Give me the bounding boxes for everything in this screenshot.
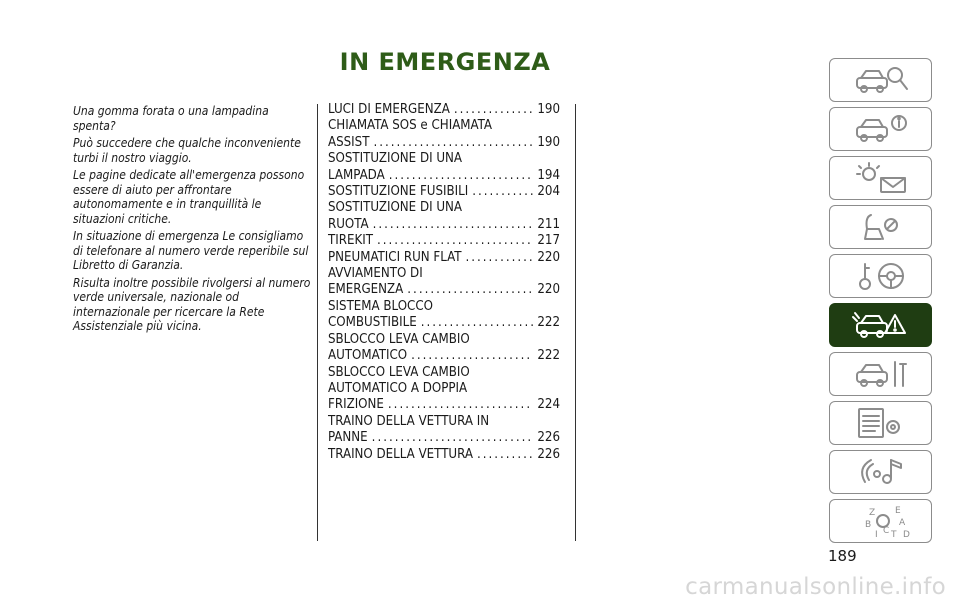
toc-entry-title: TRAINO DELLA VETTURA — [328, 446, 473, 462]
toc-page-number: 222 — [537, 348, 560, 364]
toc-entry-title-line: AVVIAMENTO DI — [328, 266, 423, 282]
toc-leader-dots — [465, 250, 533, 266]
intro-text — [73, 104, 311, 337]
toc-entry-last-line — [328, 315, 560, 331]
chapter-tab[interactable] — [829, 450, 932, 494]
toc-entry-last-line — [328, 168, 560, 184]
alphabetical-index-icon — [849, 503, 913, 539]
chapter-tab[interactable] — [829, 303, 932, 347]
toc-leader-dots — [373, 217, 534, 233]
toc-leader-dots — [372, 430, 534, 446]
car-wrench-icon — [849, 356, 913, 392]
toc-entry-title: RUOTA — [328, 216, 369, 232]
toc-leader-dots — [477, 447, 533, 463]
column-divider-left — [317, 104, 318, 541]
toc-entry-last-line — [328, 135, 560, 151]
warning-light-message-icon — [849, 160, 913, 196]
svg-text:A: A — [898, 518, 905, 528]
toc-entry[interactable] — [328, 233, 560, 249]
toc-leader-dots — [388, 397, 533, 413]
multimedia-icon — [849, 454, 913, 490]
toc-leader-dots — [407, 282, 533, 298]
chapter-tab[interactable] — [829, 205, 932, 249]
toc-entry-title-line: SBLOCCO LEVA CAMBIO — [328, 364, 470, 380]
toc-entry-last-line — [328, 102, 560, 118]
table-of-contents — [328, 102, 560, 463]
toc-entry-title-line: AUTOMATICO A DOPPIA — [328, 380, 468, 396]
chapter-tab[interactable] — [829, 401, 932, 445]
toc-leader-dots — [377, 233, 533, 249]
toc-entry-title-line: TRAINO DELLA VETTURA IN — [328, 413, 490, 429]
spec-sheet-gear-icon — [849, 405, 913, 441]
toc-entry[interactable] — [328, 200, 560, 233]
intro-paragraph: Può succedere che qualche inconveniente turbi il nostro viaggio. — [73, 136, 301, 165]
toc-entry-title: COMBUSTIBILE — [328, 315, 417, 331]
toc-entry[interactable] — [328, 250, 560, 266]
chapter-tab[interactable] — [829, 254, 932, 298]
toc-entry-last-line — [328, 233, 560, 249]
svg-text:B: B — [864, 520, 871, 530]
toc-entry-last-line — [328, 447, 560, 463]
toc-page-number: 226 — [537, 446, 560, 462]
toc-entry-title: AUTOMATICO — [328, 348, 408, 364]
toc-entry-last-line — [328, 184, 560, 200]
toc-page-number: 211 — [537, 216, 560, 232]
toc-entry[interactable] — [328, 447, 560, 463]
intro-paragraph: Risulta inoltre possibile rivolgersi al numero verde universale, nazionale od internazionale per ricercare la Rete Assistenziale più vicina. — [73, 275, 311, 333]
intro-paragraph: Le pagine dedicate all'emergenza possono essere di aiuto per affrontare autonomamente e in tranquillità le situazioni critiche. — [73, 168, 305, 226]
toc-entry-last-line — [328, 282, 560, 298]
toc-entry-title: EMERGENZA — [328, 282, 404, 298]
toc-page-number: 190 — [537, 102, 560, 117]
toc-page-number: 204 — [537, 184, 560, 200]
toc-entry[interactable] — [328, 299, 560, 332]
toc-entry-last-line — [328, 348, 560, 364]
toc-leader-dots — [411, 348, 533, 364]
svg-text:I: I — [874, 530, 878, 539]
toc-page-number: 220 — [537, 282, 560, 298]
toc-entry[interactable] — [328, 332, 560, 365]
toc-leader-dots — [373, 135, 533, 151]
toc-entry[interactable] — [328, 102, 560, 118]
toc-entry-title-line: CHIAMATA SOS e CHIAMATA — [328, 118, 492, 134]
seat-airbag-icon — [849, 209, 913, 245]
toc-page-number: 217 — [537, 233, 560, 249]
car-search-icon — [849, 62, 913, 98]
toc-entry[interactable] — [328, 266, 560, 299]
toc-entry[interactable] — [328, 365, 560, 414]
chapter-tab[interactable] — [829, 107, 932, 151]
svg-text:C: C — [882, 526, 889, 536]
toc-entry-title: PANNE — [328, 430, 368, 446]
toc-entry-title: FRIZIONE — [328, 397, 384, 413]
toc-entry-title: SOSTITUZIONE FUSIBILI — [328, 184, 469, 200]
page-title: IN EMERGENZA — [339, 48, 551, 76]
svg-text:Z: Z — [868, 508, 875, 518]
intro-paragraph: In situazione di emergenza Le consigliamo di telefonare al numero verde reperibile sul Libretto di Garanzia. — [73, 229, 309, 272]
chapter-tab[interactable] — [829, 156, 932, 200]
toc-page-number: 194 — [537, 167, 560, 183]
toc-leader-dots — [454, 102, 533, 118]
svg-text:E: E — [894, 506, 901, 516]
watermark: carmanualsonline.info — [685, 574, 946, 600]
key-steering-wheel-icon — [849, 258, 913, 294]
toc-entry[interactable] — [328, 184, 560, 200]
toc-entry-last-line — [328, 397, 560, 413]
toc-entry-last-line — [328, 217, 560, 233]
toc-entry[interactable] — [328, 151, 560, 184]
toc-entry-title-line: SOSTITUZIONE DI UNA — [328, 151, 463, 167]
toc-page-number: 226 — [537, 430, 560, 446]
toc-leader-dots — [389, 168, 534, 184]
svg-text:D: D — [902, 530, 910, 539]
toc-entry-last-line — [328, 430, 560, 446]
page-number: 189 — [828, 547, 857, 565]
toc-entry-title-line: SOSTITUZIONE DI UNA — [328, 200, 463, 216]
toc-leader-dots — [421, 315, 534, 331]
toc-page-number: 220 — [537, 249, 560, 265]
car-info-icon — [849, 111, 913, 147]
toc-page-number: 222 — [537, 315, 560, 331]
toc-page-number: 224 — [537, 397, 560, 413]
toc-entry-last-line — [328, 250, 560, 266]
toc-entry-title: LUCI DI EMERGENZA — [328, 102, 450, 117]
toc-entry-title: LAMPADA — [328, 167, 385, 183]
toc-entry-title-line: SBLOCCO LEVA CAMBIO — [328, 331, 470, 347]
toc-entry-title: PNEUMATICI RUN FLAT — [328, 249, 462, 265]
car-breakdown-icon — [849, 307, 913, 343]
toc-page-number: 190 — [537, 134, 560, 150]
column-divider-right — [575, 104, 576, 541]
toc-entry-title: TIREKIT — [328, 233, 373, 249]
intro-paragraph: Una gomma forata o una lampadina spenta? — [73, 104, 269, 133]
toc-entry[interactable] — [328, 118, 560, 151]
chapter-tab[interactable] — [829, 352, 932, 396]
chapter-tab[interactable] — [829, 58, 932, 102]
chapter-tab[interactable] — [829, 499, 932, 543]
toc-entry[interactable] — [328, 414, 560, 447]
toc-leader-dots — [472, 184, 533, 200]
svg-text:T: T — [890, 530, 896, 539]
toc-entry-title: ASSIST — [328, 134, 370, 150]
toc-entry-title-line: SISTEMA BLOCCO — [328, 298, 433, 314]
